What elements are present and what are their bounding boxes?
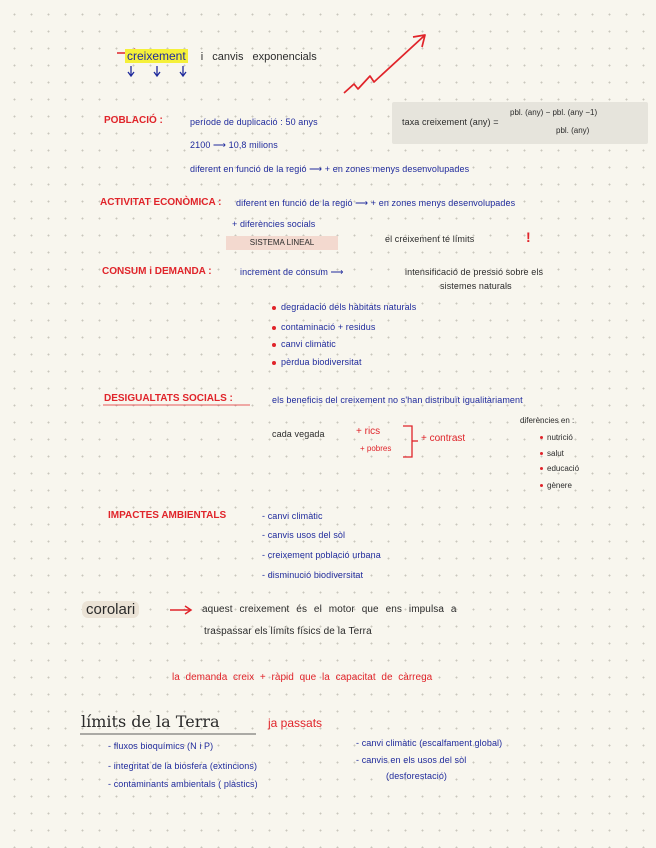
poblacio-line3: diferent en funció de la regió ⟶ + en zones menys desenvolupades bbox=[190, 164, 470, 174]
limits-left-item: - contaminants ambientals ( plàstics) bbox=[108, 779, 258, 789]
diferencies-item: gènere bbox=[540, 481, 572, 490]
sistema-lineal-badge: SISTEMA LINEAL bbox=[226, 236, 338, 250]
corolari-label: corolari bbox=[82, 601, 139, 618]
consum-bullet: pèrdua biodiversitat bbox=[272, 357, 362, 367]
limits-text: el creixement té límits bbox=[385, 234, 475, 244]
title-rest: i canvis exponencials bbox=[200, 51, 317, 63]
limits-left-item: - fluxos bioquímics (N i P) bbox=[108, 741, 214, 751]
diferencies-item: educació bbox=[540, 464, 579, 473]
arrow-right-icon bbox=[170, 606, 191, 614]
activitat-line2: + diferències socials bbox=[232, 219, 316, 229]
corolari-line2: traspassar els límits físics de la Terra bbox=[204, 626, 372, 637]
limits-left-item: - integritat de la biosfera (extincions) bbox=[108, 761, 258, 771]
consum-bullet: degradació dels hàbitats naturals bbox=[272, 302, 416, 312]
bracket-icon bbox=[403, 426, 418, 457]
consum-label: CONSUM i DEMANDA : bbox=[102, 266, 212, 277]
poblacio-line2: 2100 ⟶ 10,8 milions bbox=[190, 140, 278, 150]
poblacio-line1: període de duplicació : 50 anys bbox=[190, 117, 318, 127]
consum-bullet: contaminació + residus bbox=[272, 322, 376, 332]
limits-subtitle: ja passats bbox=[268, 716, 323, 730]
pobres-text: + pobres bbox=[360, 444, 392, 453]
consum-line1b: intensificació de pressió sobre els bbox=[405, 267, 544, 277]
limits-right-item: (desforestació) bbox=[386, 771, 448, 781]
impactes-item: - creixement població urbana bbox=[262, 550, 381, 560]
contrast-text: + contrast bbox=[421, 433, 466, 444]
title-line bbox=[125, 45, 317, 64]
impactes-label: IMPACTES AMBIENTALS bbox=[108, 510, 227, 521]
demanda-line: la demanda creix + ràpid que la capacitat de càrrega bbox=[172, 672, 433, 683]
poblacio-label: POBLACIÓ : bbox=[104, 115, 163, 126]
impactes-item: - canvis usos del sòl bbox=[262, 530, 346, 540]
consum-line1: increment de consum ⟶ bbox=[240, 267, 344, 277]
limits-right-item: - canvi climàtic (escalfament global) bbox=[356, 738, 503, 748]
arrow-down-icon bbox=[128, 66, 186, 76]
exclamation-mark: ! bbox=[526, 229, 531, 245]
diferencies-title: diferències en : bbox=[520, 416, 575, 425]
growth-arrow-icon bbox=[344, 35, 425, 93]
consum-bullet: canvi climàtic bbox=[272, 339, 336, 349]
rics-text: + rics bbox=[356, 426, 381, 437]
limits-right-item: - canvis en els usos del sòl bbox=[356, 755, 467, 765]
diferencies-item: salut bbox=[540, 449, 564, 458]
formula-denominator: pbl. (any) bbox=[556, 126, 590, 135]
impactes-item: - disminució biodiversitat bbox=[262, 570, 364, 580]
formula-left: taxa creixement (any) = bbox=[402, 117, 499, 127]
impactes-item: - canvi climàtic bbox=[262, 511, 323, 521]
formula-numerator: pbl. (any) − pbl. (any −1) bbox=[510, 108, 598, 117]
activitat-label: ACTIVITAT ECONÒMICA : bbox=[100, 197, 222, 208]
diferencies-item: nutrició bbox=[540, 433, 573, 442]
activitat-line1: diferent en funció de la regió ⟶ + en zones menys desenvolupades bbox=[236, 198, 516, 208]
limits-title: límits de la Terra bbox=[81, 712, 220, 731]
desigualtats-line1: els beneficis del creixement no s'han distribuït igualitàriament bbox=[272, 395, 523, 405]
desigualtats-label: DESIGUALTATS SOCIALS : bbox=[104, 393, 233, 404]
consum-line1c: sistemes naturals bbox=[440, 281, 512, 291]
creixement-highlight: creixement bbox=[127, 49, 186, 63]
corolari-line1: aquest creixement és el motor que ens impulsa a bbox=[202, 604, 457, 615]
cada-vegada: cada vegada bbox=[272, 429, 325, 439]
